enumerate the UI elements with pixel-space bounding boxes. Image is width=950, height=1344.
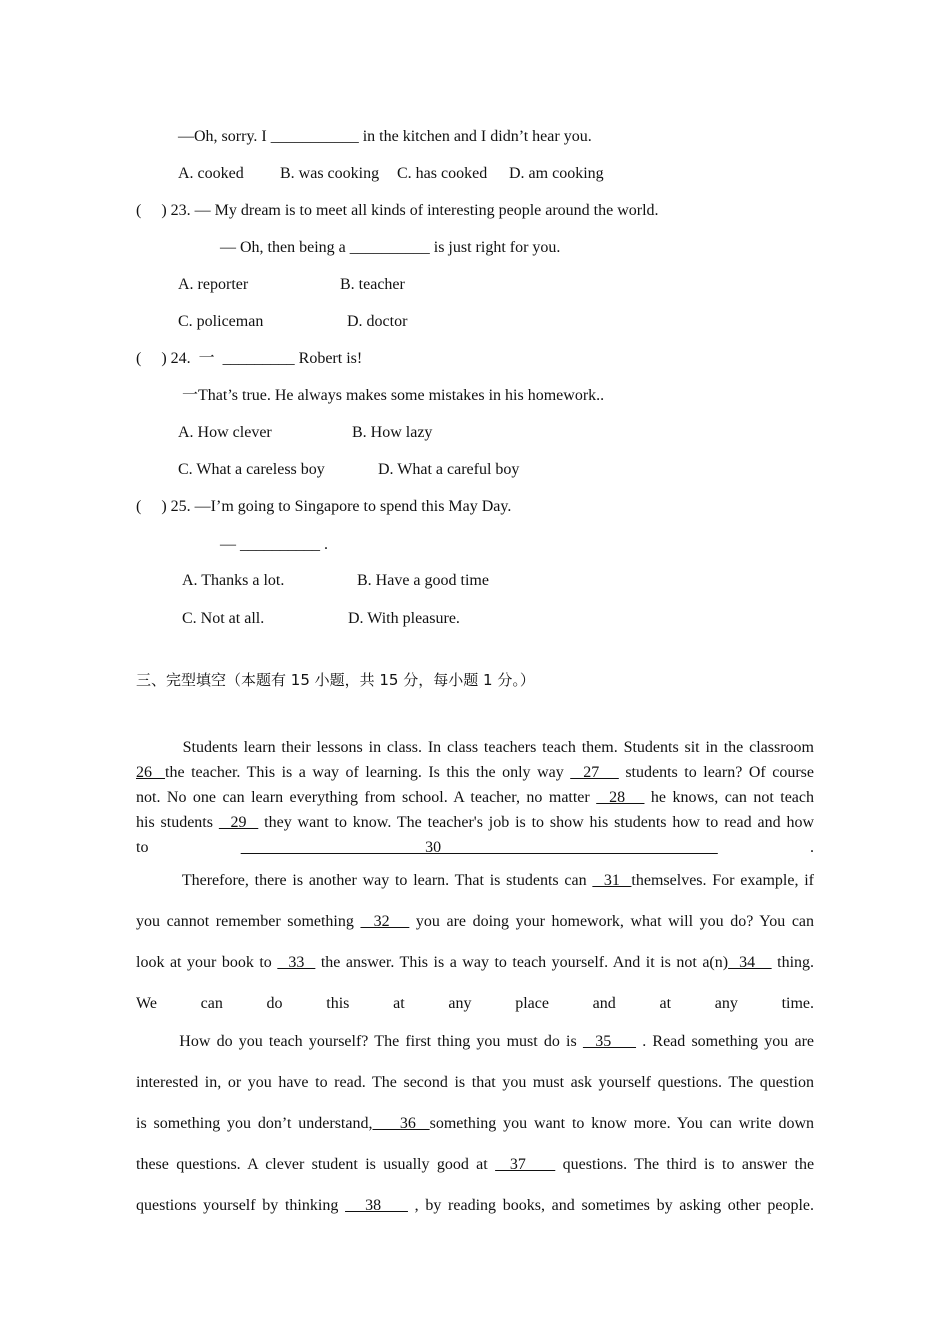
blank-32[interactable]: 32 xyxy=(360,913,410,930)
p1-line-2: 26 the teacher. This is a way of learning. Is this the only way 27 students to learn? Of course xyxy=(136,764,814,781)
blank-35[interactable]: 35 xyxy=(582,1033,637,1050)
passage-paragraph-3 xyxy=(136,1021,814,1226)
blank-34[interactable]: 34 xyxy=(728,954,772,971)
q23-option-d[interactable]: D. doctor xyxy=(347,313,408,330)
p2-line-1: Therefore, there is another way to learn. That is students can 31 themselves. For example, if xyxy=(136,872,815,889)
passage-paragraph-1 xyxy=(136,735,814,860)
q23-reply: — Oh, then being a __________ is just right for you. xyxy=(220,239,561,256)
p1-line-4: his students 29 they want to know. The teacher's job is to show his students how to read and how xyxy=(136,814,815,831)
p1-line-3: not. No one can learn everything from school. A teacher, no matter 28 he knows, can not teach xyxy=(136,789,815,806)
q22-option-a[interactable]: A. cooked xyxy=(178,165,244,182)
q23-option-b[interactable]: B. teacher xyxy=(340,276,405,293)
q24-option-b[interactable]: B. How lazy xyxy=(352,424,433,441)
passage-paragraph-2 xyxy=(136,860,814,1024)
p2-line-2: you cannot remember something 32 you are doing your homework, what will you do? You can xyxy=(136,913,815,930)
q22-reply: —Oh, sorry. I ___________ in the kitchen and I didn’t hear you. xyxy=(178,128,592,145)
blank-26[interactable]: 26 xyxy=(136,764,166,781)
p1-line-1: Students learn their lessons in class. In class teachers teach them. Students sit in the classroom xyxy=(136,739,814,756)
blank-28[interactable]: 28 xyxy=(596,789,645,806)
q23-option-c[interactable]: C. policeman xyxy=(178,313,264,330)
p1-line-5: to 30 . xyxy=(136,839,815,856)
q23-option-a[interactable]: A. reporter xyxy=(178,276,249,293)
q24-stem: ( ) 24. 一 _________ Robert is! xyxy=(136,350,363,367)
p3-line-5: questions yourself by thinking 38 , by reading books, and sometimes by asking other people. xyxy=(136,1197,815,1214)
p3-line-1: How do you teach yourself? The first thing you must do is 35 . Read something you are xyxy=(136,1033,815,1050)
blank-38[interactable]: 38 xyxy=(345,1197,408,1214)
blank-30[interactable]: 30 xyxy=(240,839,718,856)
q22-option-c[interactable]: C. has cooked xyxy=(397,165,488,182)
p2-line-4: We can do this at any place and at any time. xyxy=(136,995,814,1012)
blank-37[interactable]: 37 xyxy=(495,1156,556,1173)
p3-line-4: these questions. A clever student is usually good at 37 questions. The third is to answer the xyxy=(136,1156,815,1173)
p2-line-3: look at your book to 33 the answer. This is a way to teach yourself. And it is not a(n) 34 thing. xyxy=(136,954,815,971)
q25-stem: ( ) 25. —I’m going to Singapore to spend this May Day. xyxy=(136,498,512,515)
section-heading: 三、完型填空（本题有 15 小题，共 15 分，每小题 1 分。） xyxy=(136,671,535,689)
q25-option-a[interactable]: A. Thanks a lot. xyxy=(182,572,285,589)
q25-option-b[interactable]: B. Have a good time xyxy=(357,572,489,589)
blank-27[interactable]: 27 xyxy=(570,764,619,781)
q22-option-d[interactable]: D. am cooking xyxy=(509,165,604,182)
q25-option-d[interactable]: D. With pleasure. xyxy=(348,610,460,627)
q24-option-a[interactable]: A. How clever xyxy=(178,424,272,441)
blank-33[interactable]: 33 xyxy=(277,954,316,971)
p3-line-2: interested in, or you have to read. The second is that you must ask yourself questions. The question xyxy=(136,1074,814,1091)
blank-31[interactable]: 31 xyxy=(592,872,632,889)
q25-reply: — __________ . xyxy=(220,536,328,553)
blank-29[interactable]: 29 xyxy=(218,814,259,831)
p3-line-3: is something you don’t understand, 36 something you want to know more. You can write down xyxy=(136,1115,814,1132)
q24-option-d[interactable]: D. What a careful boy xyxy=(378,461,520,478)
blank-36[interactable]: 36 xyxy=(372,1115,430,1132)
q23-stem: ( ) 23. — My dream is to meet all kinds of interesting people around the world. xyxy=(136,202,659,219)
q22-option-b[interactable]: B. was cooking xyxy=(280,165,380,182)
q24-reply: 一That’s true. He always makes some mistakes in his homework.. xyxy=(182,387,605,404)
q24-option-c[interactable]: C. What a careless boy xyxy=(178,461,325,478)
q25-option-c[interactable]: C. Not at all. xyxy=(182,610,265,627)
